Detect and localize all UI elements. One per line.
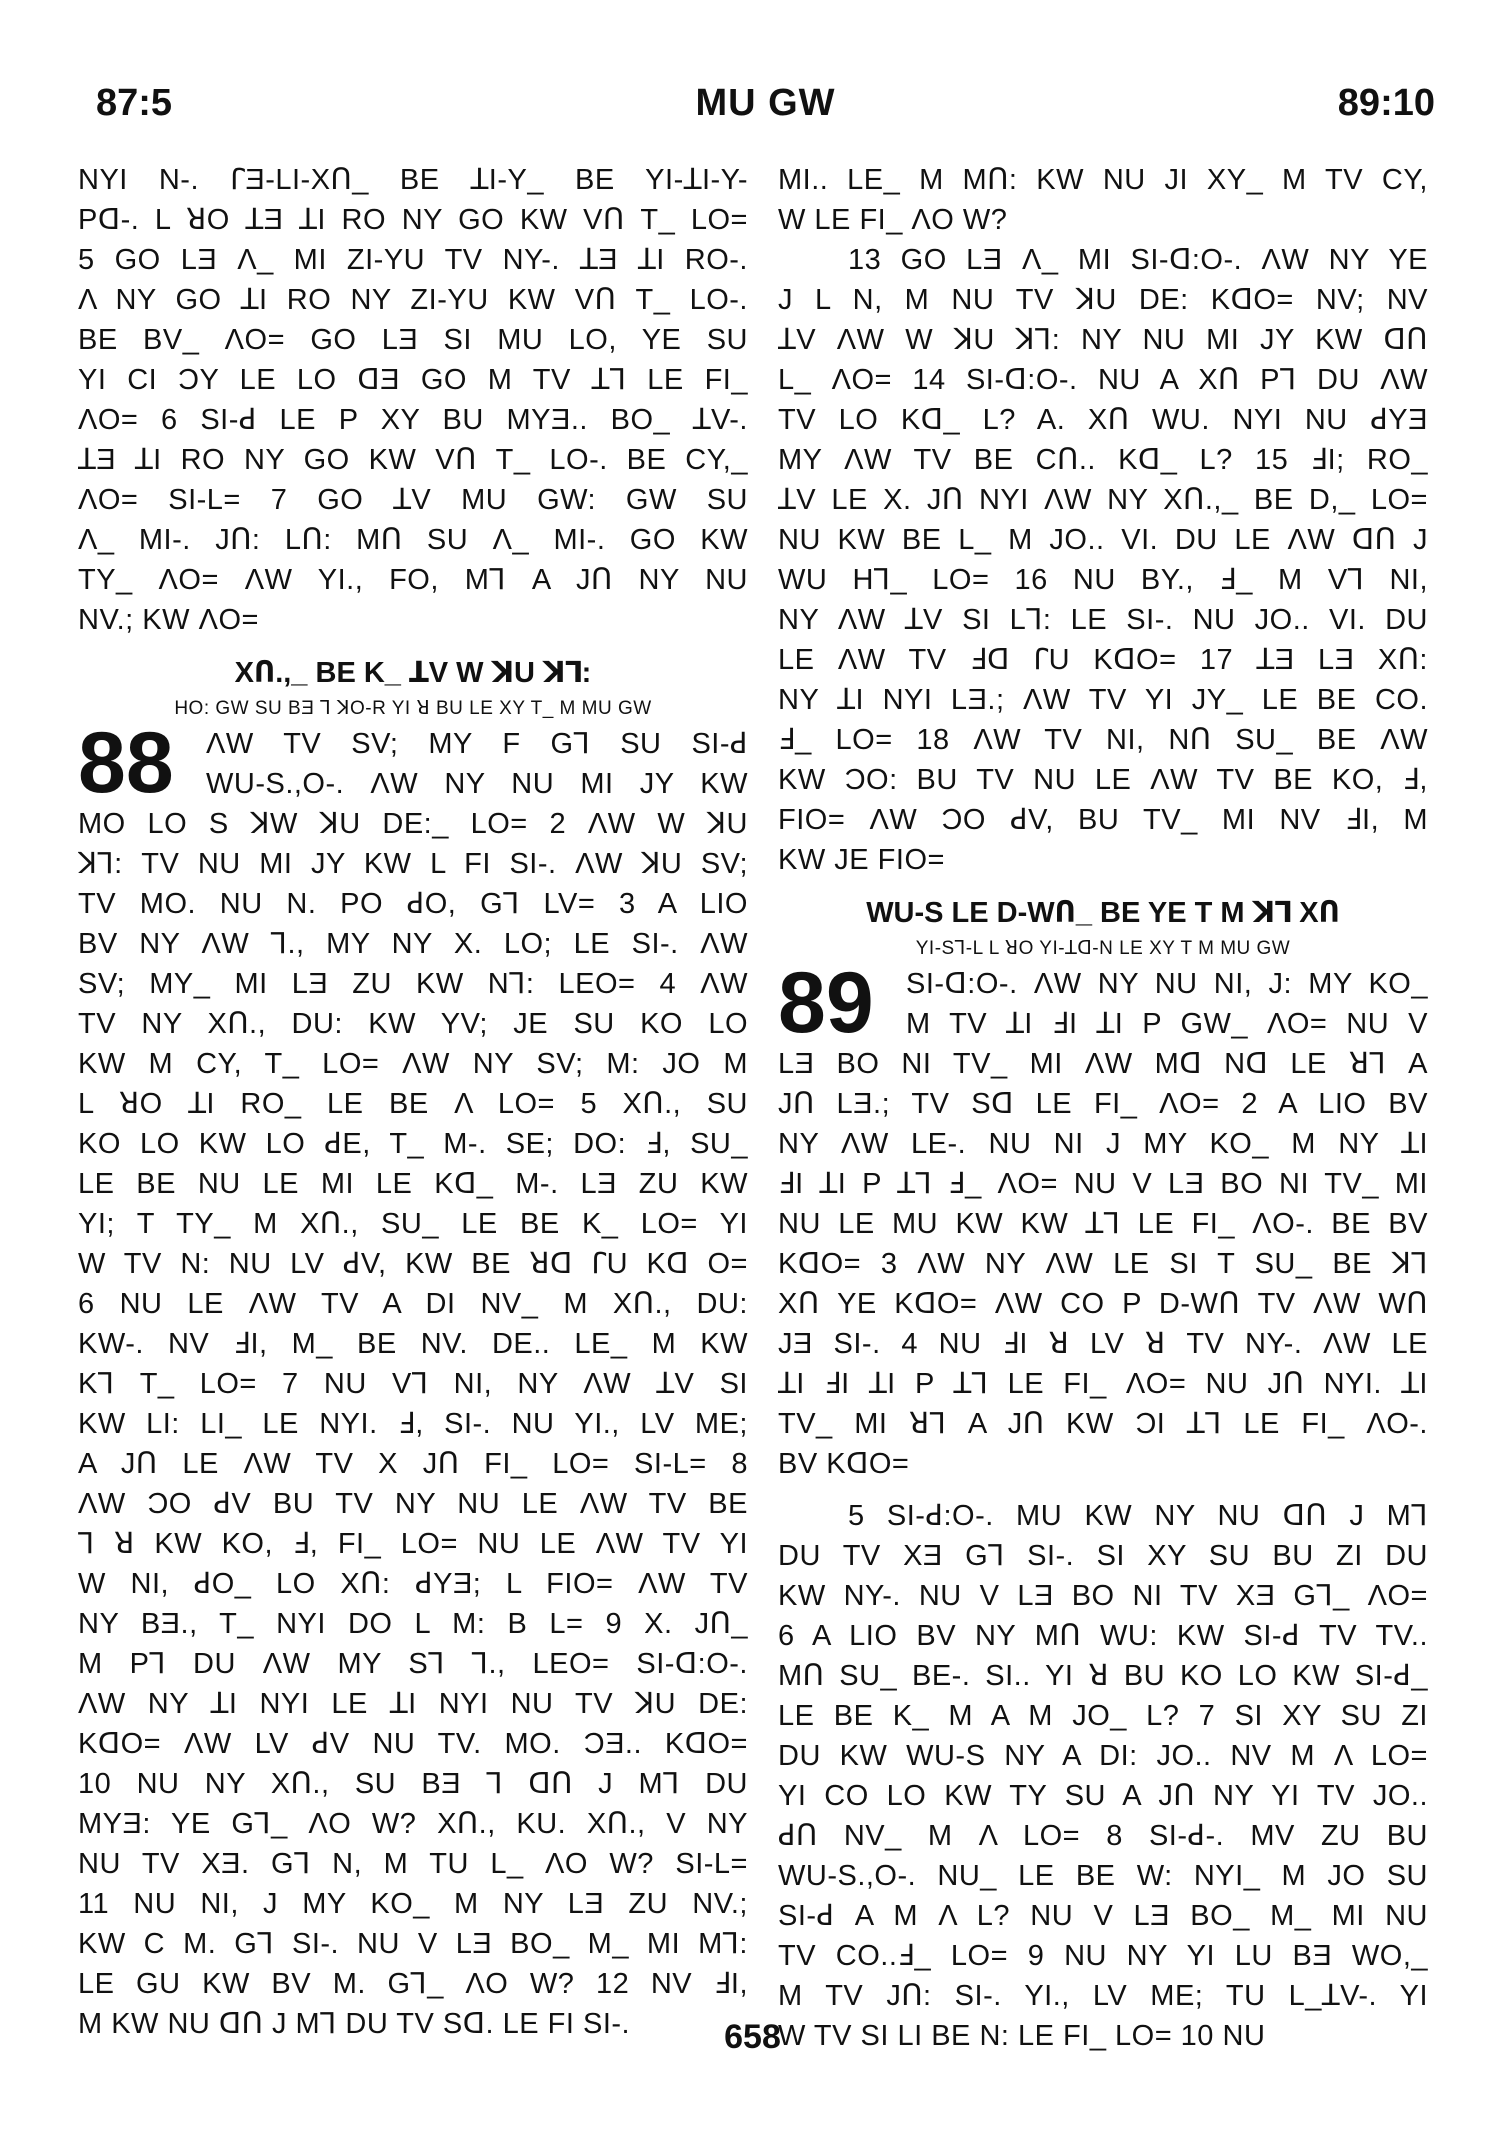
- text-line: BV KꓷO=: [778, 1448, 910, 1480]
- header-book-title: MU GW: [695, 82, 836, 124]
- text-line: TV CO..ꓞ_ LO= 9 NU NY YI LU BƎ WO,_: [778, 1940, 1428, 1972]
- text-line: ΛO= SI-L= 7 GO ꓕV MU GW: GW SU: [78, 484, 748, 516]
- text-line: KW ƆO: BU TV NU LE ΛW TV BE KO, ꓞ,: [778, 764, 1428, 796]
- section-89-title: WU-S LE D-WՈ_ BE YE T M ꓘꓶ XՈ: [866, 897, 1340, 929]
- text-line: W TV SI LI BE N: LE FI_ LO= 10 NU: [778, 2020, 1266, 2052]
- text-line: ꓘꓶ: TV NU MI JY KW L FI SI-. ΛW ꓘU SV;: [78, 848, 748, 880]
- text-line: TV NY XՈ., DU: KW YV; JE SU KO LO: [78, 1008, 748, 1040]
- text-line: 6 NU LE ΛW TV A DI NV_ M XՈ., DU:: [78, 1288, 748, 1320]
- left-column: [78, 160, 748, 2044]
- text-line: W NI, ꓒO_ LO XՈ: ꓒYƎ; L FIO= ΛW TV: [78, 1568, 748, 1600]
- text-line: ꓕƎ ꓕI RO NY GO KW VՈ T_ LO-. BE CY,_: [78, 444, 748, 476]
- text-line: 6 A LIO BV NY MՈ WU: KW SI-ꓒ TV TV..: [778, 1620, 1428, 1652]
- text-line: NY BƎ., T_ NYI DO L M: B L= 9 X. JՈ_: [78, 1608, 748, 1640]
- text-line: NY ꓕI NYI LƎ.; ΛW TV YI JY_ LE BE CO.: [778, 684, 1428, 716]
- text-line: Λ NY GO ꓕI RO NY ZI-YU KW VՈ T_ LO-.: [78, 284, 748, 316]
- text-line: NYI N-. ꓩƎ-LI-XՈ_ BE ꓕI-Y_ BE YI-ꓕI-Y-: [78, 164, 748, 196]
- text-line: L_ ΛO= 14 SI-ꓷ:O-. NU A XՈ Pꓶ DU ΛW: [778, 364, 1428, 396]
- right-text-block-a: [778, 160, 1428, 240]
- section-88-title: XՈ.,_ BE K_ ꓕV W ꓘU ꓘꓶ:: [234, 657, 592, 689]
- text-line: LƎ BO NI TV_ MI ΛW Mꓷ Nꓷ LE ꓤꓶ A: [778, 1048, 1428, 1080]
- right-text-block-b: [778, 280, 1428, 880]
- text-line: KW C M. Gꓶ SI-. NU V LƎ BO_ M_ MI Mꓶ:: [78, 1928, 748, 1960]
- text-line: KW-. NV ꓞI, M_ BE NV. DE.. LE_ M KW: [78, 1328, 748, 1360]
- text-line: ꓕV LE X. JՈ NYI ΛW NY XՈ.,_ BE D,_ LO=: [778, 484, 1428, 516]
- text-line: M KW NU ꓷՈ J Mꓶ DU TV Sꓷ. LE FI SI-.: [78, 2008, 631, 2040]
- text-line: MY ΛW TV BE CՈ.. Kꓷ_ L? 15 ꓞI; RO_: [778, 444, 1428, 476]
- text-line: 10 NU NY XՈ., SU BƎ ꓶ ꓷՈ J Mꓶ DU: [78, 1768, 748, 1800]
- page-number: 658: [724, 2018, 781, 2056]
- text-line: Pꓷ-. L ꓤO ꓕƎ ꓕI RO NY GO KW VՈ T_ LO=: [78, 204, 748, 236]
- text-line: BE BV_ ΛO= GO LƎ SI MU LO, YE SU: [78, 324, 748, 356]
- text-line: BV NY ΛW ꓶ., MY NY X. LO; LE SI-. ΛW: [78, 928, 748, 960]
- text-line: FIO= ΛW ƆO ꓒV, BU TV_ MI NV ꓞI, M: [778, 804, 1428, 836]
- text-line: L ꓤO ꓕI RO_ LE BE Λ LO= 5 XՈ., SU: [78, 1088, 748, 1120]
- text-line: A JՈ LE ΛW TV X JՈ FI_ LO= SI-L= 8: [78, 1448, 748, 1480]
- text-line: SI-ꓒ A M Λ L? NU V LƎ BO_ M_ MI NU: [778, 1900, 1428, 1932]
- right-verse-13-start: [778, 240, 1428, 280]
- text-line: SV; MY_ MI LƎ ZU KW Nꓶ: LEO= 4 ΛW: [78, 968, 748, 1000]
- right-text-block-d: [778, 1536, 1428, 2056]
- text-line: YI CO LO KW TY SU A JՈ NY YI TV JO..: [778, 1780, 1428, 1812]
- text-line: NU KW BE L_ M JO.. VI. DU LE ΛW ꓷՈ J: [778, 524, 1428, 556]
- section-88-subtitle: HO: GW SU BƎ ꓶ ꓘO-R YI ꓤ BU LE XY T_ M MU GW: [174, 698, 652, 719]
- text-line: M TV ꓕI ꓞI ꓕI P GW_ ΛO= NU V: [906, 1008, 1428, 1040]
- text-line: J L N, M NU TV ꓘU DE: KꓷO= NV; NV: [778, 284, 1428, 316]
- page-header: [96, 82, 1435, 132]
- text-line: ΛW TV SV; MY F Gꓶ SU SI-ꓒ: [206, 728, 748, 760]
- left-text-block-a: [78, 160, 748, 640]
- text-line: Λ_ MI-. JՈ: LՈ: MՈ SU Λ_ MI-. GO KW: [78, 524, 748, 556]
- left-text-block-b: [78, 804, 748, 2044]
- text-line: ꓞI ꓕI P ꓕꓶ ꓞ_ ΛO= NU V LƎ BO NI TV_ MI: [778, 1168, 1428, 1200]
- chapter-number-89: 89: [778, 955, 874, 1051]
- text-line: MI.. LE_ M MՈ: KW NU JI XY_ M TV CY,: [778, 164, 1428, 196]
- text-line: ΛW ƆO ꓒV BU TV NY NU LE ΛW TV BE: [78, 1488, 748, 1520]
- text-line: Kꓶ T_ LO= 7 NU Vꓶ NI, NY ΛW ꓕV SI: [78, 1368, 748, 1400]
- text-line: KW LI: LI_ LE NYI. ꓞ, SI-. NU YI., LV ME;: [78, 1408, 748, 1440]
- text-line: KW NY-. NU V LƎ BO NI TV XƎ Gꓶ_ ΛO=: [778, 1580, 1428, 1612]
- right-text-block-c: [778, 1044, 1428, 1484]
- text-line: JՈ LƎ.; TV Sꓷ LE FI_ ΛO= 2 A LIO BV: [778, 1088, 1428, 1120]
- text-line: SI-ꓷ:O-. ΛW NY NU NI, J: MY KO_: [906, 968, 1428, 1000]
- text-line: M Pꓶ DU ΛW MY Sꓶ ꓶ., LEO= SI-ꓷ:O-.: [78, 1648, 748, 1680]
- text-line: JƎ SI-. 4 NU ꓞI ꓤ LV ꓤ TV NY-. ΛW LE: [778, 1328, 1428, 1360]
- right-column: [778, 160, 1428, 2056]
- text-line: WU-S.,O-. NU_ LE BE W: NYI_ M JO SU: [778, 1860, 1428, 1892]
- text-line: NY ΛW ꓕV SI Lꓶ: LE SI-. NU JO.. VI. DU: [778, 604, 1428, 636]
- text-line: W TV N: NU LV ꓒV, KW BE ꓤꓷ ꓩU Kꓷ O=: [78, 1248, 748, 1280]
- text-line: 13 GO LƎ Λ_ MI SI-ꓷ:O-. ΛW NY YE: [848, 244, 1428, 276]
- text-line: LE BE K_ M A M JO_ L? 7 SI XY SU ZI: [778, 1700, 1428, 1732]
- section-89-subtitle: YI-Sꓶ-L L ꓤO YI-ꓕꓷ-N LE XY T M MU GW: [915, 938, 1291, 959]
- text-line: YI CI ƆY LE LO ꓷƎ GO M TV ꓕꓶ LE FI_: [78, 364, 748, 396]
- right-verse-5-start: [778, 1496, 1428, 1536]
- text-line: NU TV XƎ. Gꓶ N, M TU L_ ΛO W? SI-L=: [78, 1848, 748, 1880]
- header-right-ref: 89:10: [1337, 82, 1435, 124]
- text-line: LE BE NU LE MI LE Kꓷ_ M-. LƎ ZU KW: [78, 1168, 748, 1200]
- text-line: DU KW WU-S NY A DI: JO.. NV M Λ LO=: [778, 1740, 1428, 1772]
- text-line: ꓒՈ NV_ M Λ LO= 8 SI-ꓒ-. MV ZU BU: [778, 1820, 1428, 1852]
- text-line: LE ΛW TV ꓞꓷ ꓩU KꓷO= 17 ꓕƎ LƎ XՈ:: [778, 644, 1428, 676]
- text-line: ΛW NY ꓕI NYI LE ꓕI NYI NU TV ꓘU DE:: [78, 1688, 748, 1720]
- chapter-number-88: 88: [78, 715, 174, 811]
- text-line: TV LO Kꓷ_ L? A. XՈ WU. NYI NU ꓒYƎ: [778, 404, 1428, 436]
- text-line: ꓞ_ LO= 18 ΛW TV NI, NՈ SU_ BE ΛW: [778, 724, 1428, 756]
- text-line: NY ΛW LE-. NU NI J MY KO_ M NY ꓕI: [778, 1128, 1428, 1160]
- text-line: MYƎ: YE Gꓶ_ ΛO W? XՈ., KU. XՈ., V NY: [78, 1808, 748, 1840]
- text-line: ꓕV ΛW W ꓘU ꓘꓶ: NY NU MI JY KW ꓷՈ: [778, 324, 1428, 356]
- text-line: KꓷO= 3 ΛW NY ΛW LE SI T SU_ BE ꓘꓶ: [778, 1248, 1428, 1280]
- text-line: ꓕI ꓞI ꓕI P ꓕꓶ LE FI_ ΛO= NU JՈ NYI. ꓕI: [778, 1368, 1428, 1400]
- text-line: M TV JՈ: SI-. YI., LV ME; TU L_ꓕV-. YI: [778, 1980, 1428, 2012]
- text-line: TY_ ΛO= ΛW YI., FO, Mꓶ A JՈ NY NU: [78, 564, 748, 596]
- text-line: WU-S.,O-. ΛW NY NU MI JY KW: [206, 768, 748, 800]
- text-line: DU TV XƎ Gꓶ SI-. SI XY SU BU ZI DU: [778, 1540, 1428, 1572]
- text-line: ꓶ ꓤ KW KO, ꓞ, FI_ LO= NU LE ΛW TV YI: [78, 1528, 748, 1560]
- text-line: WU Hꓶ_ LO= 16 NU BY., ꓞ_ M Vꓶ NI,: [778, 564, 1428, 596]
- text-line: TV_ MI ꓤꓶ A JՈ KW ƆI ꓕꓶ LE FI_ ΛO-.: [778, 1408, 1428, 1440]
- text-line: KO LO KW LO ꓒE, T_ M-. SE; DO: ꓞ, SU_: [78, 1128, 748, 1160]
- header-left-ref: 87:5: [96, 82, 173, 124]
- chapter-89-opening: [778, 955, 1428, 1051]
- text-line: YI; T TY_ M XՈ., SU_ LE BE K_ LO= YI: [78, 1208, 748, 1240]
- text-line: XՈ YE KꓷO= ΛW CO P D-WՈ TV ΛW WՈ: [778, 1288, 1428, 1320]
- text-line: KꓷO= ΛW LV ꓒV NU TV. MO. ƆƎ.. KꓷO=: [78, 1728, 748, 1760]
- text-line: MO LO S ꓘW ꓘU DE:_ LO= 2 ΛW W ꓘU: [78, 808, 748, 840]
- text-line: 5 GO LƎ Λ_ MI ZI-YU TV NY-. ꓕƎ ꓕI RO-.: [78, 244, 748, 276]
- text-line: KW JE FIO=: [778, 844, 945, 876]
- text-line: 5 SI-ꓒ:O-. MU KW NY NU ꓷՈ J Mꓶ: [848, 1500, 1428, 1532]
- text-line: KW M CY, T_ LO= ΛW NY SV; M: JO M: [78, 1048, 748, 1080]
- text-line: W LE FI_ ΛO W?: [778, 204, 1008, 236]
- text-line: TV MO. NU N. PO ꓒO, Gꓶ LV= 3 A LIO: [78, 888, 748, 920]
- text-line: NU LE MU KW KW ꓕꓶ LE FI_ ΛO-. BE BV: [778, 1208, 1428, 1240]
- text-line: LE GU KW BV M. Gꓶ_ ΛO W? 12 NV ꓞI,: [78, 1968, 748, 2000]
- text-line: NV.; KW ΛO=: [78, 604, 259, 636]
- text-line: MՈ SU_ BE-. SI.. YI ꓤ BU KO LO KW SI-ꓒ_: [778, 1660, 1428, 1692]
- text-line: 11 NU NI, J MY KO_ M NY LƎ ZU NV.;: [78, 1888, 748, 1920]
- text-line: ΛO= 6 SI-ꓒ LE P XY BU MYƎ.. BO_ ꓕV-.: [78, 404, 748, 436]
- chapter-88-opening: [78, 715, 748, 811]
